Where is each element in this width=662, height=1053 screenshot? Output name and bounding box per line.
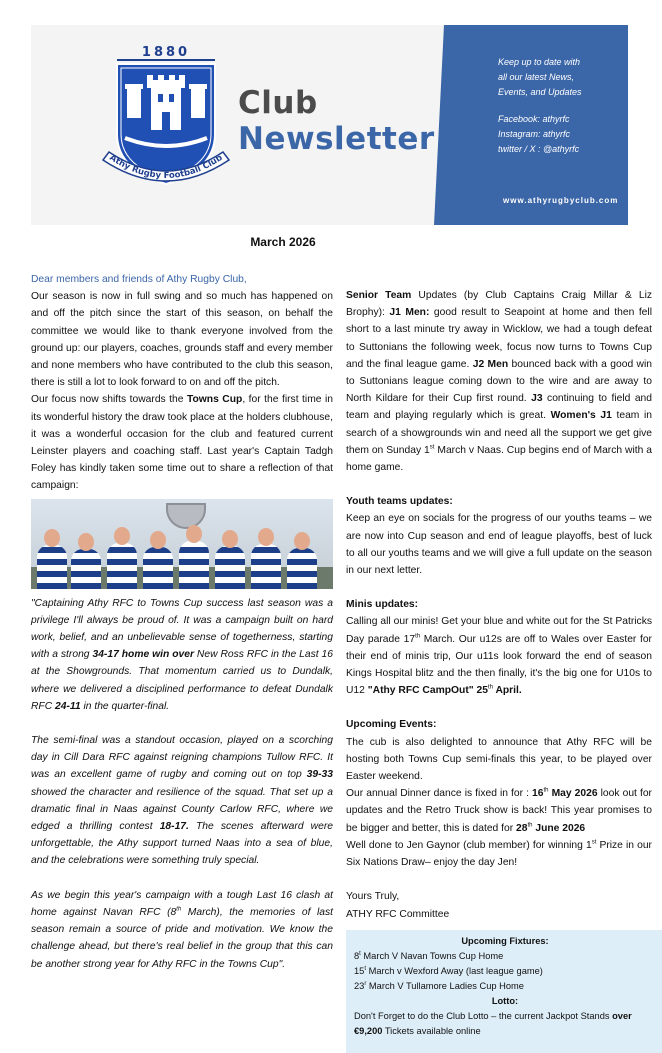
quote-paragraph-3: As we begin this year's campaign with a tough Last 16 clash at home against Navan RFC (8th March), the memories of last season remain a source of pride and motivation. We know the challenge ahead, but there's real belief in the group that this can be another strong year for Athy RFC in the Towns Cup". — [31, 889, 333, 970]
sign-off: Yours Truly, — [346, 891, 400, 903]
banner-divider — [434, 25, 444, 225]
info-line-1: Keep up to date with — [498, 57, 581, 67]
team-celebration-photo — [31, 499, 333, 589]
minis-heading: Minis updates: — [346, 599, 419, 611]
greeting: Dear members and friends of Athy Rugby Club, — [31, 274, 247, 285]
fixture-item: 8$^t$ March V Navan Towns Cup Home — [354, 950, 504, 961]
crest-year: 1880 — [141, 45, 191, 60]
minis-paragraph: Calling all our minis! Get your blue and white out for the St Patricks Day parade 17th March. Our u12s are off to Wales over Easter for their end of minis trip, Our u11s look forward the end of season Kings Hospital blitz and the then finally, it's the big one for U10s to U12 "Athy RFC CampOut" 25th April. — [346, 616, 652, 697]
fixtures-heading: Upcoming Fixtures: — [461, 936, 549, 946]
twitter-handle: twitter / X : @athyrfc — [498, 144, 580, 154]
facebook-handle: Facebook: athyrfc — [498, 114, 570, 124]
right-column — [346, 287, 652, 923]
club-crest-logo — [101, 42, 231, 202]
crest-club-name: Athy Rugby Football Club — [107, 152, 225, 182]
issue-date: March 2026 — [250, 235, 316, 249]
quote-paragraph-2: The semi-final was a standout occasion, played on a scorching day in Cill Dara RFC against reigning champions Tullow RFC. It was an excellent game of rugby and coming out on top 39-33 showed the character and resilience of the squad. That set up a dramatic final in Naas against County Carlow RFC, where we edged a thrilling contest 18-17. The scenes afterward were unforgettable, the Athy support turned Naas into a sea of blue, and the celebrations were something truly special. — [31, 735, 333, 867]
club-website: www.athyrugbyclub.com — [503, 196, 619, 205]
title-newsletter: Newsletter — [238, 121, 435, 157]
events-paragraph-2: Our annual Dinner dance is fixed in for : 16th May 2026 look out for updates and the Retro Truck show is back! This year promises to be bigger and better, this is dated for 28th June 2026 — [346, 787, 652, 834]
senior-team-updates: Senior Team Updates (by Club Captains Craig Millar & Liz Brophy): J1 Men: good result to Seapoint at home and then fell short to a last minute try away in Wicklow, we had a tough defeat to Suttonians the following week, focus now turns to Towns Cup and the final league game. J2 Men bounced back with a good win to Suttonians league coming down to the wire and are away to North Kildare for their Cup first round. J3 continuing to field and team and playing regularly which is great. Women's J1 team in search of a showgrounds win and need all the support we get give them on Sunday 1st March v Naas. Cup begins end of March with a home game. — [346, 290, 653, 474]
lotto-text: Don't Forget to do the Club Lotto – the current Jackpot Stands over €9,200 Tickets available online — [354, 1011, 632, 1036]
left-column — [31, 271, 333, 973]
instagram-handle: Instagram: athyrfc — [498, 129, 571, 139]
signature: ATHY RFC Committee — [346, 908, 450, 920]
towns-cup-paragraph: Our focus now shifts towards the Towns Cup, for the first time in its wonderful history the draw took place at the holders clubhouse, it was a wonderful occasion for the club and featured current Leinster players and coaching staff. Last year's Captain Tadgh Foley has kindly taken some time out to share a reflection of that campaign: — [31, 394, 333, 492]
info-line-2: all our latest News, — [498, 72, 575, 82]
youth-paragraph: Keep an eye on socials for the progress of our youths teams – we are now into Cup season and end of league playoffs, best of luck to all our youths teams and we will give a full update on the season in our next letter. — [346, 513, 652, 577]
info-line-3: Events, and Updates — [498, 87, 582, 97]
newsletter-banner — [31, 25, 628, 225]
events-heading: Upcoming Events: — [346, 719, 437, 731]
banner-info-text — [498, 55, 626, 157]
quote-paragraph-1: "Captaining Athy RFC to Towns Cup success last season was a privilege I'll always be proud of. It was a campaign built on hard work, belief, and an unbelievable sense of togetherness, starting with a strong 34-17 home win over New Ross RFC in the Last 16 at the Showgrounds. That momentum carried us to Dundalk, where we delivered a disciplined performance to defeat Dundalk RFC 24-11 in the quarter-final. — [31, 597, 333, 712]
title-club: Club — [238, 85, 318, 121]
youth-heading: Youth teams updates: — [346, 496, 453, 508]
intro-paragraph: Our season is now in full swing and so much has happened on and off the pitch since the start of this season, on behalf the committee we would like to thank everyone involved from the ground up: our players, coaches, grounds staff and every member and none members who have contributed to the club this season, there is still a lot to look forward to on and off the pitch. — [31, 291, 333, 389]
fixtures-box — [346, 930, 662, 1053]
events-paragraph-3: Well done to Jen Gaynor (club member) for winning 1st Prize in our Six Nations Draw– enjoy the day Jen! — [346, 839, 652, 869]
fixture-item: 15$^t$ March v Wexford Away (last league game) — [354, 965, 543, 976]
trophy-icon — [166, 503, 206, 529]
events-paragraph-1: The cub is also delighted to announce that Athy RFC will be hosting both Towns Cup semi-finals this year, to be played over Easter weekend. — [346, 736, 652, 783]
lotto-heading: Lotto: — [491, 996, 519, 1006]
fixture-item: 23$^r$ March V Tullamore Ladies Cup Home — [354, 980, 524, 991]
